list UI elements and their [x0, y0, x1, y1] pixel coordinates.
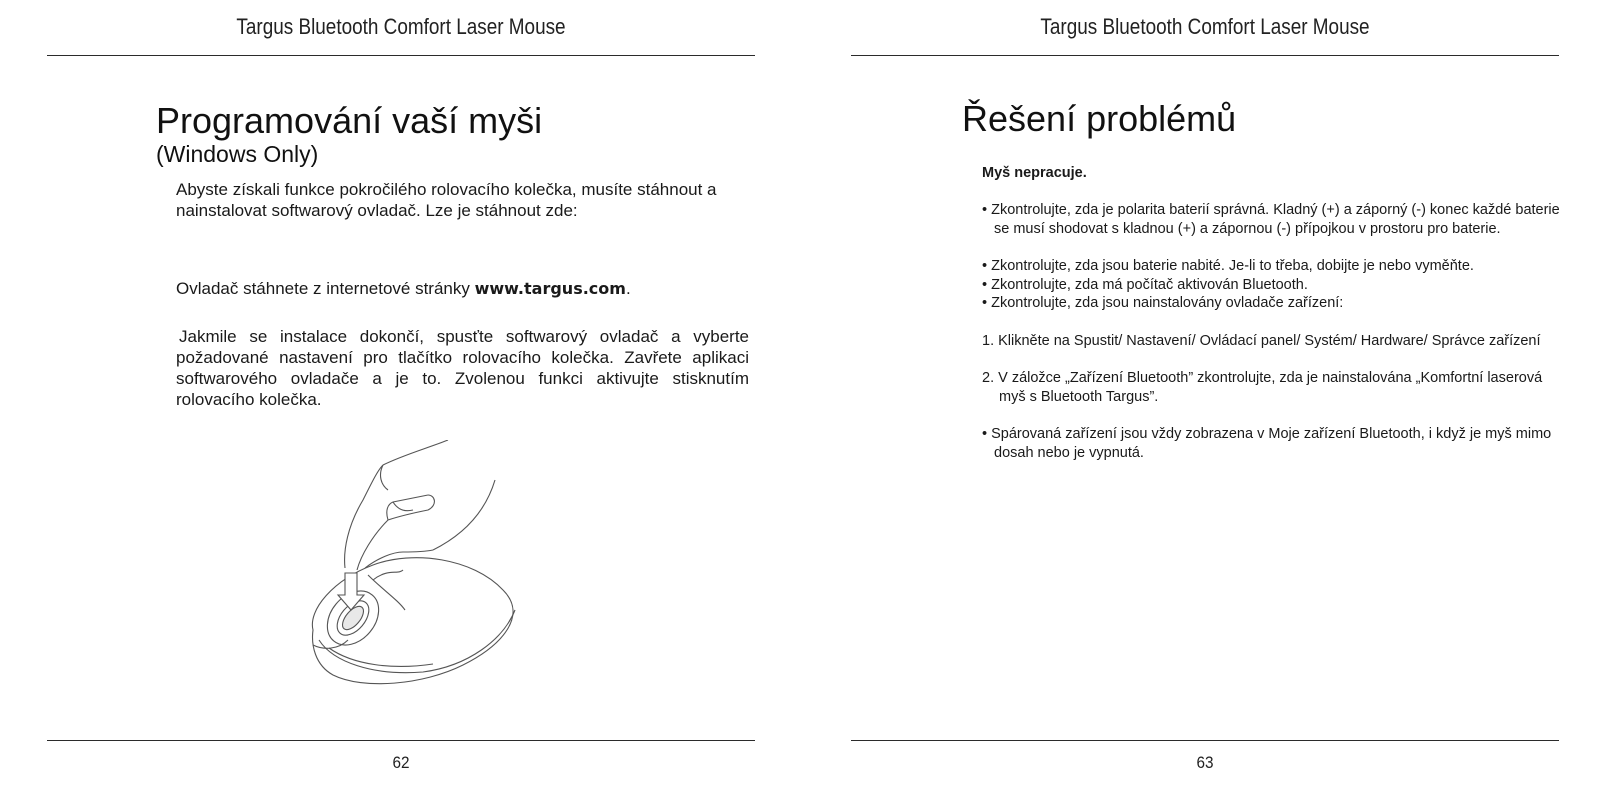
bullet-paired-note: • Spárovaná zařízení jsou vždy zobrazena v Moje zařízení Bluetooth, i když je myš mimo dosah nebo je vypnutá. [982, 426, 1552, 461]
left-page-subtitle: (Windows Only) [156, 141, 319, 167]
right-header-rule [851, 55, 1559, 56]
left-page-header: Targus Bluetooth Comfort Laser Mouse [236, 14, 566, 39]
right-page-header: Targus Bluetooth Comfort Laser Mouse [1040, 14, 1370, 39]
right-page-number: 63 [1196, 753, 1214, 772]
right-footer-rule [851, 740, 1559, 741]
left-page-title: Programování vaší myši [156, 100, 543, 141]
left-footer-rule [47, 740, 755, 741]
bullet-charged: • Zkontrolujte, zda jsou baterie nabité. Je-li to třeba, dobijte je nebo vyměňte. [982, 258, 1474, 274]
bullet-polarity: • Zkontrolujte, zda je polarita baterií správná. Kladný (+) a záporný (-) konec každé baterie se musí shodovat s kladnou (+) a zápornou (-) přípojkou v prostoru pro baterie. [982, 202, 1560, 237]
step-2: 2. V záložce „Zařízení Bluetooth” zkontrolujte, zda je nainstalována „Komfortní laserová myš s Bluetooth Targus”. [982, 370, 1543, 405]
bullet-bluetooth: • Zkontrolujte, zda má počítač aktivován Bluetooth. [982, 277, 1308, 293]
problem-heading: Myš nepracuje. [982, 165, 1087, 181]
right-page-title: Řešení problémů [962, 98, 1237, 139]
left-page-number: 62 [392, 753, 410, 772]
download-paragraph [176, 278, 749, 299]
step-1: 1. Klikněte na Spustit/ Nastavení/ Ovládací panel/ Systém/ Hardware/ Správce zařízení [982, 333, 1541, 349]
intro-paragraph: Abyste získali funkce pokročilého rolovacího kolečka, musíte stáhnout a nainstalovat softwarový ovladač. Lze je stáhnout zde: [176, 180, 717, 220]
targus-link[interactable]: www.targus.com [474, 279, 626, 298]
download-suffix: . [625, 279, 631, 298]
mouse-scroll-illustration [293, 440, 533, 710]
left-header-rule [47, 55, 755, 56]
install-paragraph: Jakmile se instalace dokončí, spusťte softwarový ovladač a vyberte požadované nastavení pro tlačítko rolovacího kolečka. Zavřete aplikaci softwarového ovladače a je to. Zvolenou funkci aktivujte stisknutím rolovacího kolečka. [176, 327, 749, 409]
download-text: Ovladač stáhnete z internetové stránky [176, 279, 475, 298]
bullet-drivers: • Zkontrolujte, zda jsou nainstalovány ovladače zařízení: [982, 295, 1344, 311]
